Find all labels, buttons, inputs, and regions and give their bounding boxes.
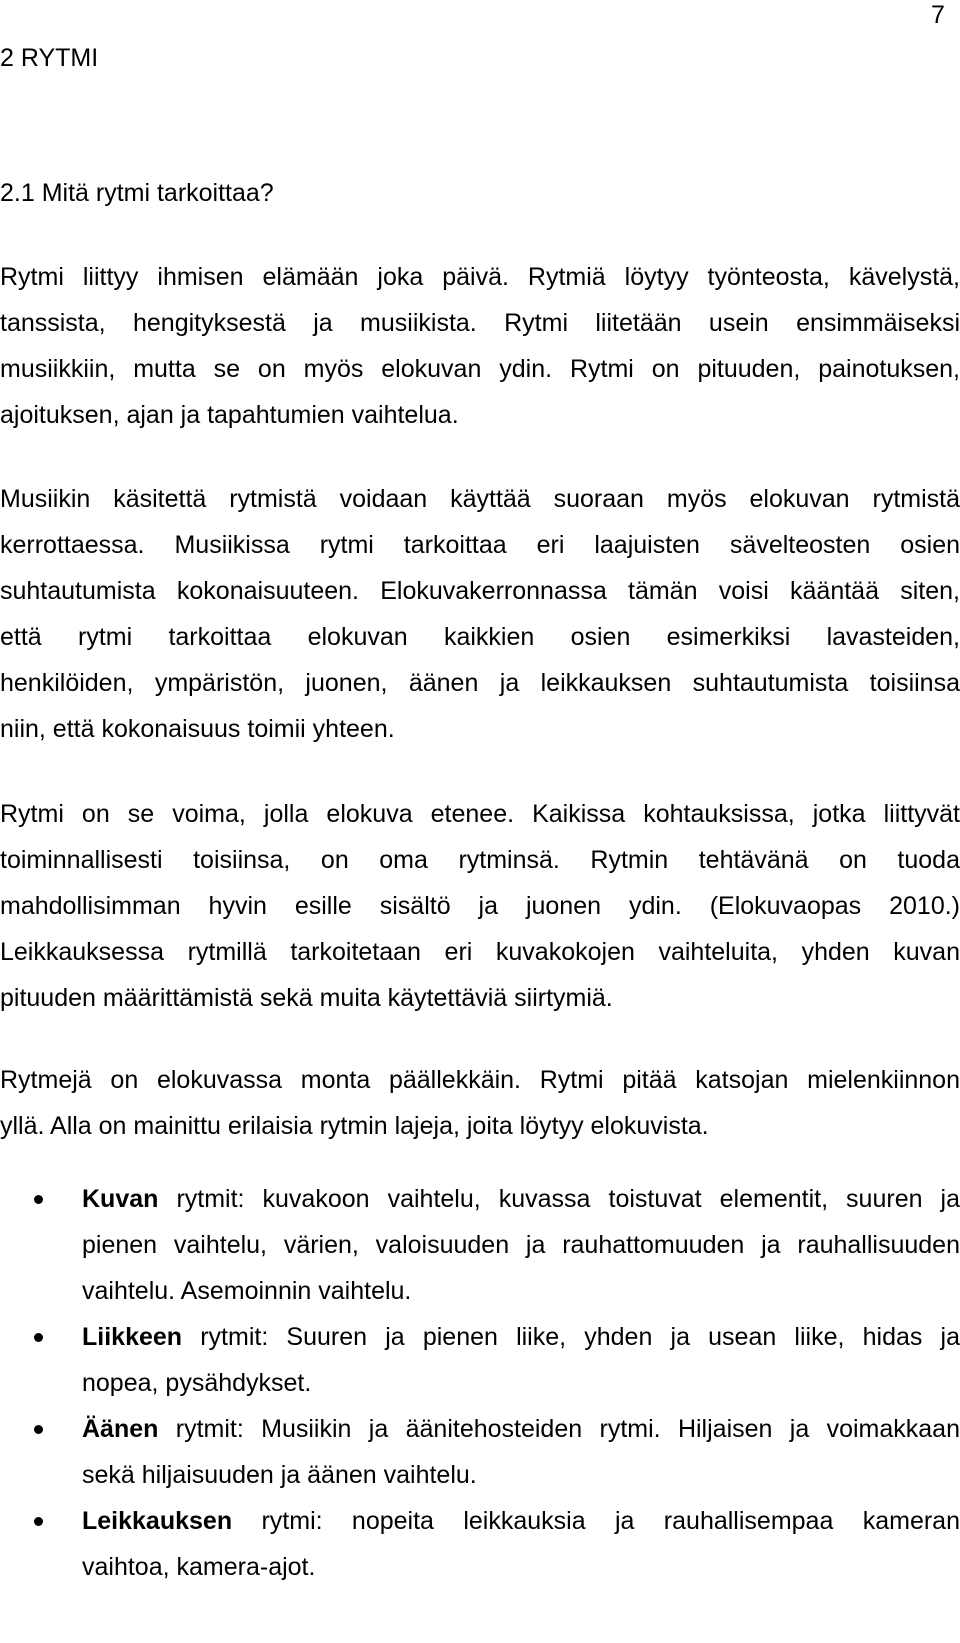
list-item-term: Liikkeen: [82, 1323, 183, 1351]
paragraph-line: musiikkiin, mutta se on myös elokuvan ydin. Rytmi on pituuden, painotuksen,: [0, 355, 960, 383]
paragraph-line: suhtautumista kokonaisuuteen. Elokuvakerronnassa tämän voisi kääntää siten,: [0, 577, 960, 605]
rhythm-types-list: [0, 1176, 960, 1590]
list-item-line: sekä hiljaisuuden ja äänen vaihtelu.: [82, 1461, 477, 1489]
page-number: 7: [931, 1, 945, 29]
list-item-first-line: [82, 1314, 960, 1360]
paragraph-line: yllä. Alla on mainittu erilaisia rytmin lajeja, joita löytyy elokuvista.: [0, 1112, 709, 1140]
list-item-first-line: [82, 1406, 960, 1452]
chapter-heading: 2 RYTMI: [0, 44, 99, 72]
paragraph-line: ajoituksen, ajan ja tapahtumien vaihtelua.: [0, 401, 459, 429]
paragraph-line: tanssista, hengityksestä ja musiikista. Rytmi liitetään usein ensimmäiseksi: [0, 309, 960, 337]
paragraph-line: Musiikin käsitettä rytmistä voidaan käyttää suoraan myös elokuvan rytmistä: [0, 485, 960, 513]
list-item: [0, 1314, 960, 1406]
list-item-text: rytmit: Suuren ja pienen liike, yhden ja usean liike, hidas ja: [182, 1323, 960, 1351]
paragraph-line: Leikkauksessa rytmillä tarkoitetaan eri kuvakokojen vaihteluita, yhden kuvan: [0, 938, 960, 966]
section-heading: 2.1 Mitä rytmi tarkoittaa?: [0, 179, 274, 207]
bullet-icon: [34, 1517, 43, 1526]
list-item-first-line: [82, 1176, 960, 1222]
paragraph-2: [0, 476, 960, 752]
paragraph-line: mahdollisimman hyvin esille sisältö ja juonen ydin. (Elokuvaopas 2010.): [0, 892, 960, 920]
paragraph-line: Rytmi on se voima, jolla elokuva etenee. Kaikissa kohtauksissa, jotka liittyvät: [0, 800, 960, 828]
list-item-line: pienen vaihtelu, värien, valoisuuden ja rauhattomuuden ja rauhallisuuden: [82, 1231, 960, 1259]
paragraph-line: toiminnallisesti toisiinsa, on oma rytminsä. Rytmin tehtävänä on tuoda: [0, 846, 960, 874]
paragraph-line: että rytmi tarkoittaa elokuvan kaikkien osien esimerkiksi lavasteiden,: [0, 623, 960, 651]
list-item-text: rytmit: kuvakoon vaihtelu, kuvassa toistuvat elementit, suuren ja: [158, 1185, 960, 1213]
list-item-line: vaihtoa, kamera-ajot.: [82, 1553, 316, 1581]
list-item-term: Äänen: [82, 1415, 159, 1443]
list-item: [0, 1176, 960, 1314]
paragraph-1: [0, 254, 960, 438]
bullet-icon: [34, 1195, 43, 1204]
paragraph-line: pituuden määrittämistä sekä muita käytettäviä siirtymiä.: [0, 984, 613, 1012]
list-item-term: Kuvan: [82, 1185, 159, 1213]
bullet-icon: [34, 1333, 43, 1342]
paragraph-line: henkilöiden, ympäristön, juonen, äänen ja leikkauksen suhtautumista toisiinsa: [0, 669, 960, 697]
paragraph-4: [0, 1057, 960, 1149]
list-item-text: rytmit: Musiikin ja äänitehosteiden rytmi. Hiljaisen ja voimakkaan: [158, 1415, 960, 1443]
paragraph-line: kerrottaessa. Musiikissa rytmi tarkoittaa eri laajuisten sävelteosten osien: [0, 531, 960, 559]
paragraph-3: [0, 791, 960, 1021]
list-item-term: Leikkauksen: [82, 1507, 233, 1535]
paragraph-line: niin, että kokonaisuus toimii yhteen.: [0, 715, 395, 743]
paragraph-line: Rytmejä on elokuvassa monta päällekkäin. Rytmi pitää katsojan mielenkiinnon: [0, 1066, 960, 1094]
paragraph-line: Rytmi liittyy ihmisen elämään joka päivä. Rytmiä löytyy työnteosta, kävelystä,: [0, 263, 960, 291]
list-item: [0, 1498, 960, 1590]
bullet-icon: [34, 1425, 43, 1434]
list-item: [0, 1406, 960, 1498]
list-item-first-line: [82, 1498, 960, 1544]
list-item-line: nopea, pysähdykset.: [82, 1369, 312, 1397]
list-item-text: rytmi: nopeita leikkauksia ja rauhallisempaa kameran: [232, 1507, 960, 1535]
list-item-line: vaihtelu. Asemoinnin vaihtelu.: [82, 1277, 412, 1305]
